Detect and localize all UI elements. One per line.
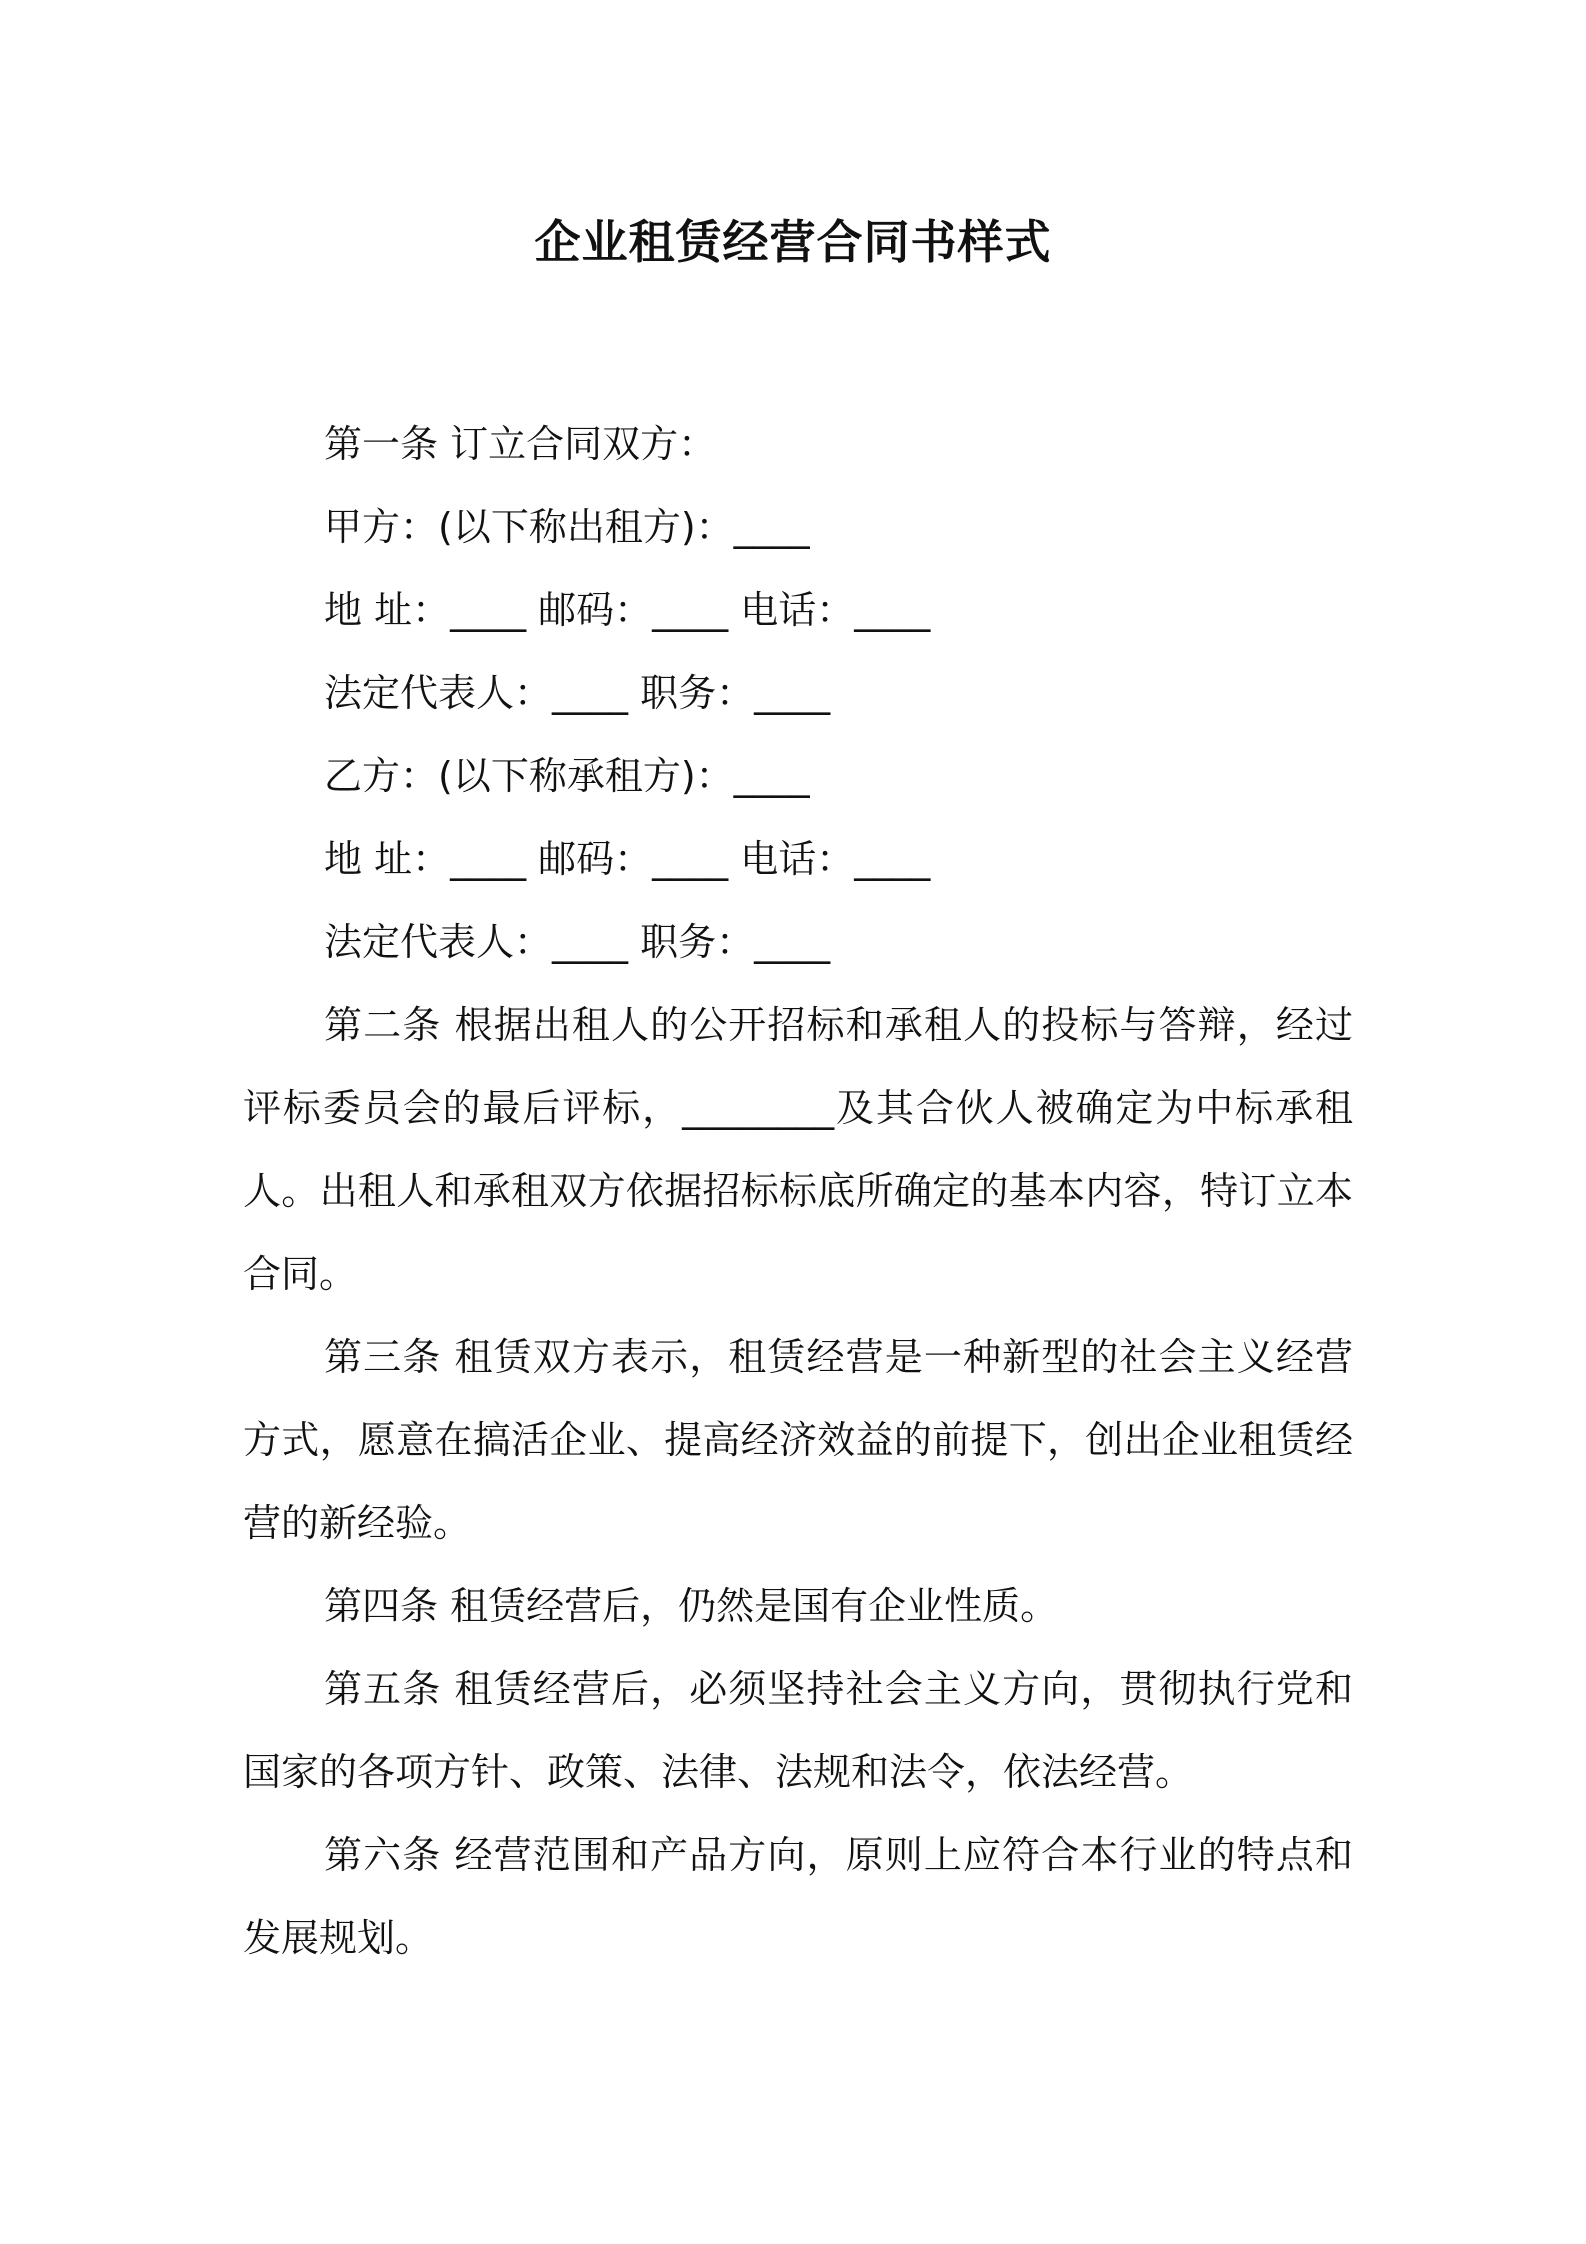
article-2-paragraph: 第二条 根据出租人的公开招标和承租人的投标与答辩，经过评标委员会的最后评标，________及其合伙人被确定为中标承租人。出租人和承租双方依据招标标底所确定的基本内容，特订立本合同。: [243, 1003, 1353, 1296]
party-b-line: 乙方：(以下称承租方)：____: [324, 754, 810, 798]
document-title: 企业租赁经营合同书样式: [534, 215, 1052, 269]
party-a-address-line: 地 址：____ 邮码：____ 电话：____: [324, 588, 931, 632]
party-a-line: 甲方：(以下称出租方)：____: [324, 505, 810, 549]
article-6-paragraph: 第六条 经营范围和产品方向，原则上应符合本行业的特点和发展规划。: [243, 1833, 1353, 1960]
article-3-paragraph: 第三条 租赁双方表示，租赁经营是一种新型的社会主义经营方式，愿意在搞活企业、提高经济效益的前提下，创出企业租赁经营的新经验。: [243, 1335, 1353, 1545]
article-5-paragraph: 第五条 租赁经营后，必须坚持社会主义方向，贯彻执行党和国家的各项方针、政策、法律、法规和法令，依法经营。: [243, 1667, 1353, 1794]
party-b-address-line: 地 址：____ 邮码：____ 电话：____: [324, 837, 931, 881]
party-a-representative-line: 法定代表人：____ 职务：____: [324, 671, 831, 715]
party-b-representative-line: 法定代表人：____ 职务：____: [324, 920, 831, 964]
document-body: [243, 403, 1353, 1980]
article-4-paragraph: 第四条 租赁经营后，仍然是国有企业性质。: [324, 1584, 1059, 1628]
article-1-heading: 第一条 订立合同双方：: [324, 422, 717, 466]
